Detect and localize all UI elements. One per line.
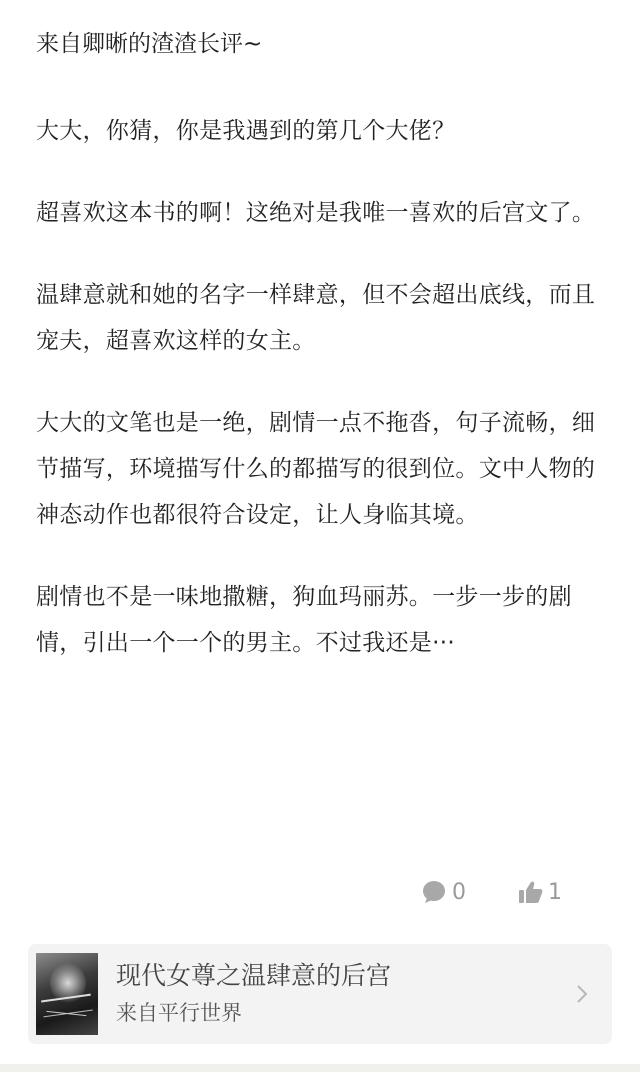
comment-bubble-icon (422, 880, 448, 904)
review-paragraph: 剧情也不是一味地撒糖，狗血玛丽苏。一步一步的剧情，引出一个一个的男主。不过我还是··· (36, 584, 572, 656)
book-source: 来自平行世界 (116, 1001, 242, 1025)
review-paragraph: 大大，你猜，你是我遇到的第几个大佬？ (36, 118, 456, 144)
like-count: 1 (548, 879, 562, 905)
book-info (116, 959, 562, 1029)
review-paragraph: 超喜欢这本书的啊！这绝对是我唯一喜欢的后宫文了。 (36, 200, 596, 226)
comment-count: 0 (452, 879, 466, 905)
like-button[interactable] (518, 880, 562, 905)
thumbs-up-icon (518, 880, 544, 904)
book-title: 现代女尊之温肆意的后宫 (116, 961, 392, 990)
review-body (36, 108, 606, 702)
review-actions (422, 872, 562, 912)
comment-button[interactable] (422, 880, 466, 905)
review-paragraph: 大大的文笔也是一绝，剧情一点不拖沓，句子流畅，细节描写，环境描写什么的都描写的很到位。文中人物的神态动作也都很符合设定，让人身临其境。 (36, 410, 596, 528)
review-paragraph: 温肆意就和她的名字一样肆意，但不会超出底线，而且宠夫，超喜欢这样的女主。 (36, 282, 596, 354)
bottom-divider (0, 1064, 640, 1072)
review-header: 来自卿晰的渣渣长评~ (36, 31, 263, 57)
chevron-right-icon (562, 983, 602, 1005)
book-card[interactable] (28, 944, 612, 1044)
book-cover-image (36, 953, 98, 1035)
